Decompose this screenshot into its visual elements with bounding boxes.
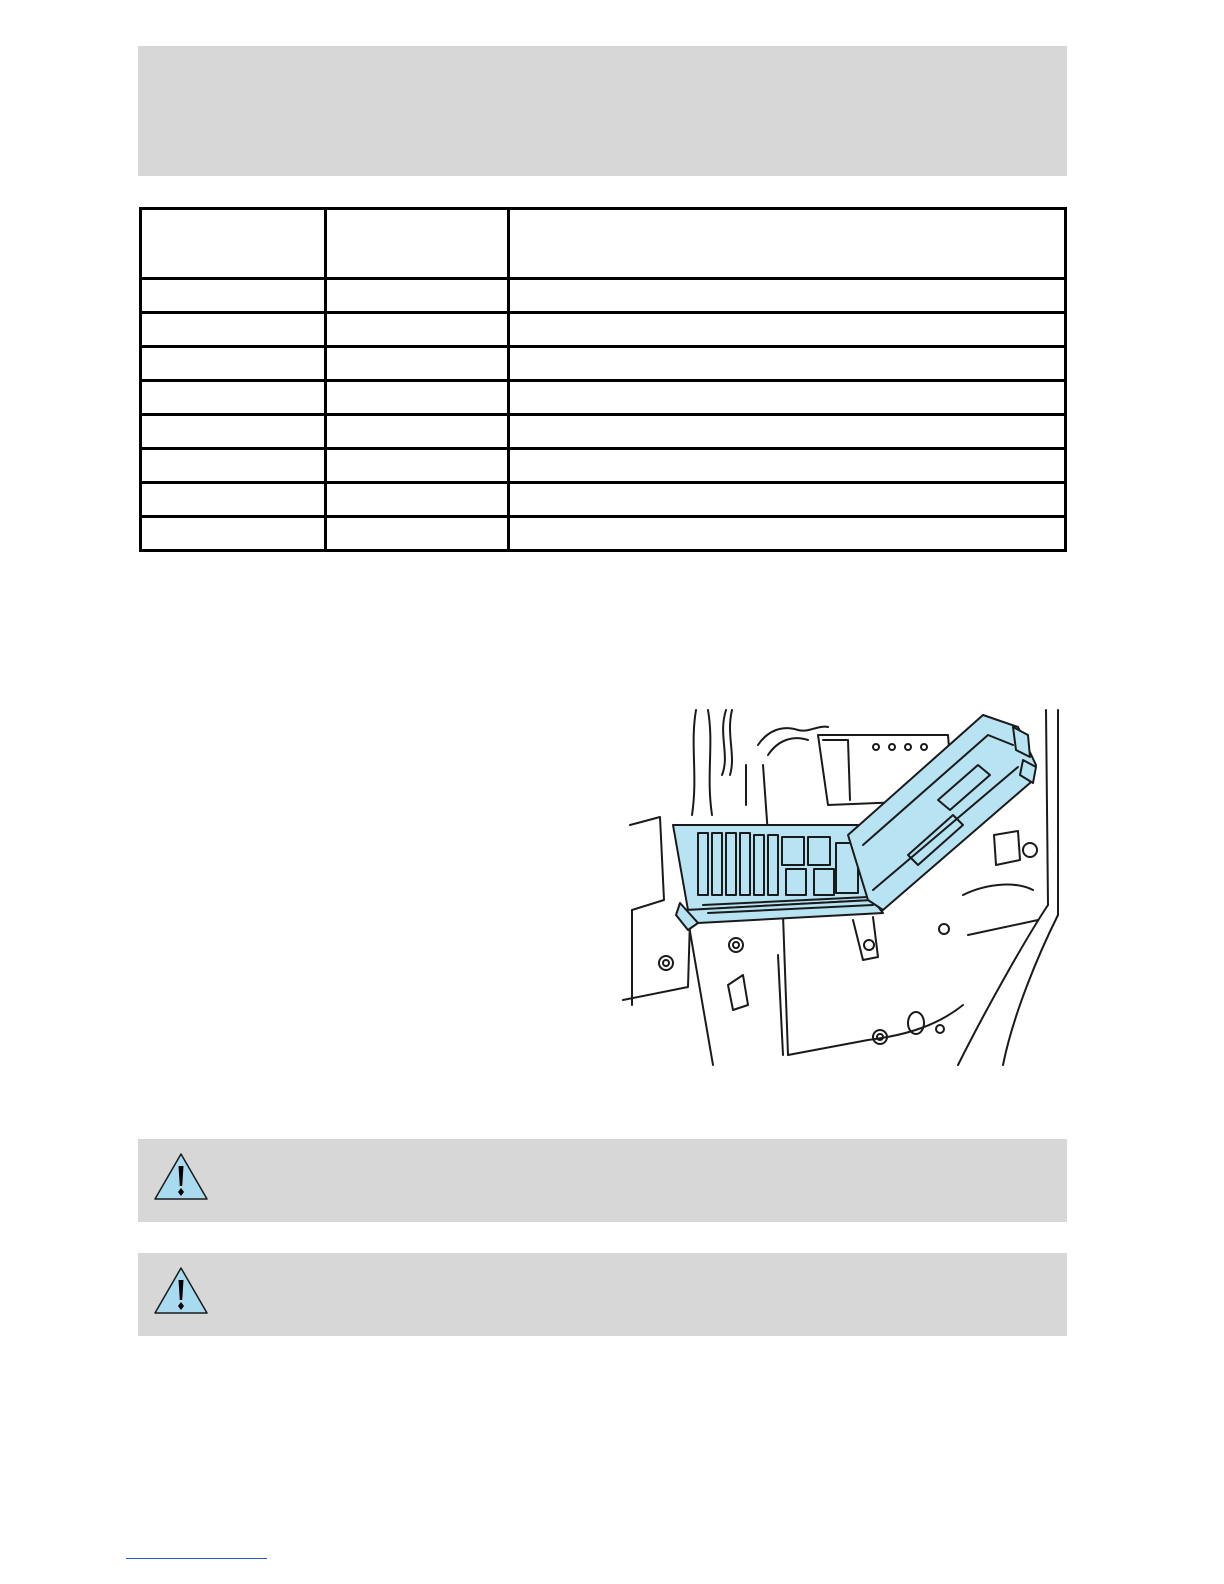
table-cell bbox=[326, 381, 509, 415]
table-cell bbox=[326, 279, 509, 313]
table-cell bbox=[141, 279, 326, 313]
table-cell bbox=[509, 347, 1066, 381]
warning-triangle-icon bbox=[152, 1265, 210, 1317]
table-header-row bbox=[141, 209, 1066, 279]
table-cell bbox=[141, 313, 326, 347]
table-cell bbox=[326, 347, 509, 381]
table-row bbox=[141, 381, 1066, 415]
table-cell bbox=[141, 517, 326, 551]
table-cell bbox=[326, 415, 509, 449]
table-cell bbox=[509, 449, 1066, 483]
table-cell bbox=[509, 483, 1066, 517]
table-cell bbox=[509, 279, 1066, 313]
header-band bbox=[138, 46, 1067, 176]
table-cell bbox=[326, 483, 509, 517]
table-cell bbox=[141, 415, 326, 449]
table-cell bbox=[141, 449, 326, 483]
table-row bbox=[141, 415, 1066, 449]
table-cell bbox=[509, 313, 1066, 347]
table-cell bbox=[141, 483, 326, 517]
table-cell bbox=[141, 381, 326, 415]
footer-rule bbox=[126, 1558, 267, 1559]
warning-box bbox=[138, 1139, 1067, 1222]
table-row bbox=[141, 279, 1066, 313]
table-header-cell bbox=[509, 209, 1066, 279]
warning-box bbox=[138, 1253, 1067, 1336]
table-cell bbox=[509, 517, 1066, 551]
table-cell bbox=[326, 449, 509, 483]
table-cell bbox=[141, 347, 326, 381]
table-row bbox=[141, 483, 1066, 517]
warning-triangle-icon bbox=[152, 1151, 210, 1203]
table-row bbox=[141, 313, 1066, 347]
table-cell bbox=[509, 381, 1066, 415]
table-cell bbox=[326, 517, 509, 551]
table-header-cell bbox=[326, 209, 509, 279]
table-cell bbox=[509, 415, 1066, 449]
fuse-table bbox=[139, 207, 1067, 552]
fuse-relay-box-illustration bbox=[618, 705, 1068, 1070]
table-row bbox=[141, 517, 1066, 551]
table-row bbox=[141, 347, 1066, 381]
table-cell bbox=[326, 313, 509, 347]
table-row bbox=[141, 449, 1066, 483]
table-header-cell bbox=[141, 209, 326, 279]
